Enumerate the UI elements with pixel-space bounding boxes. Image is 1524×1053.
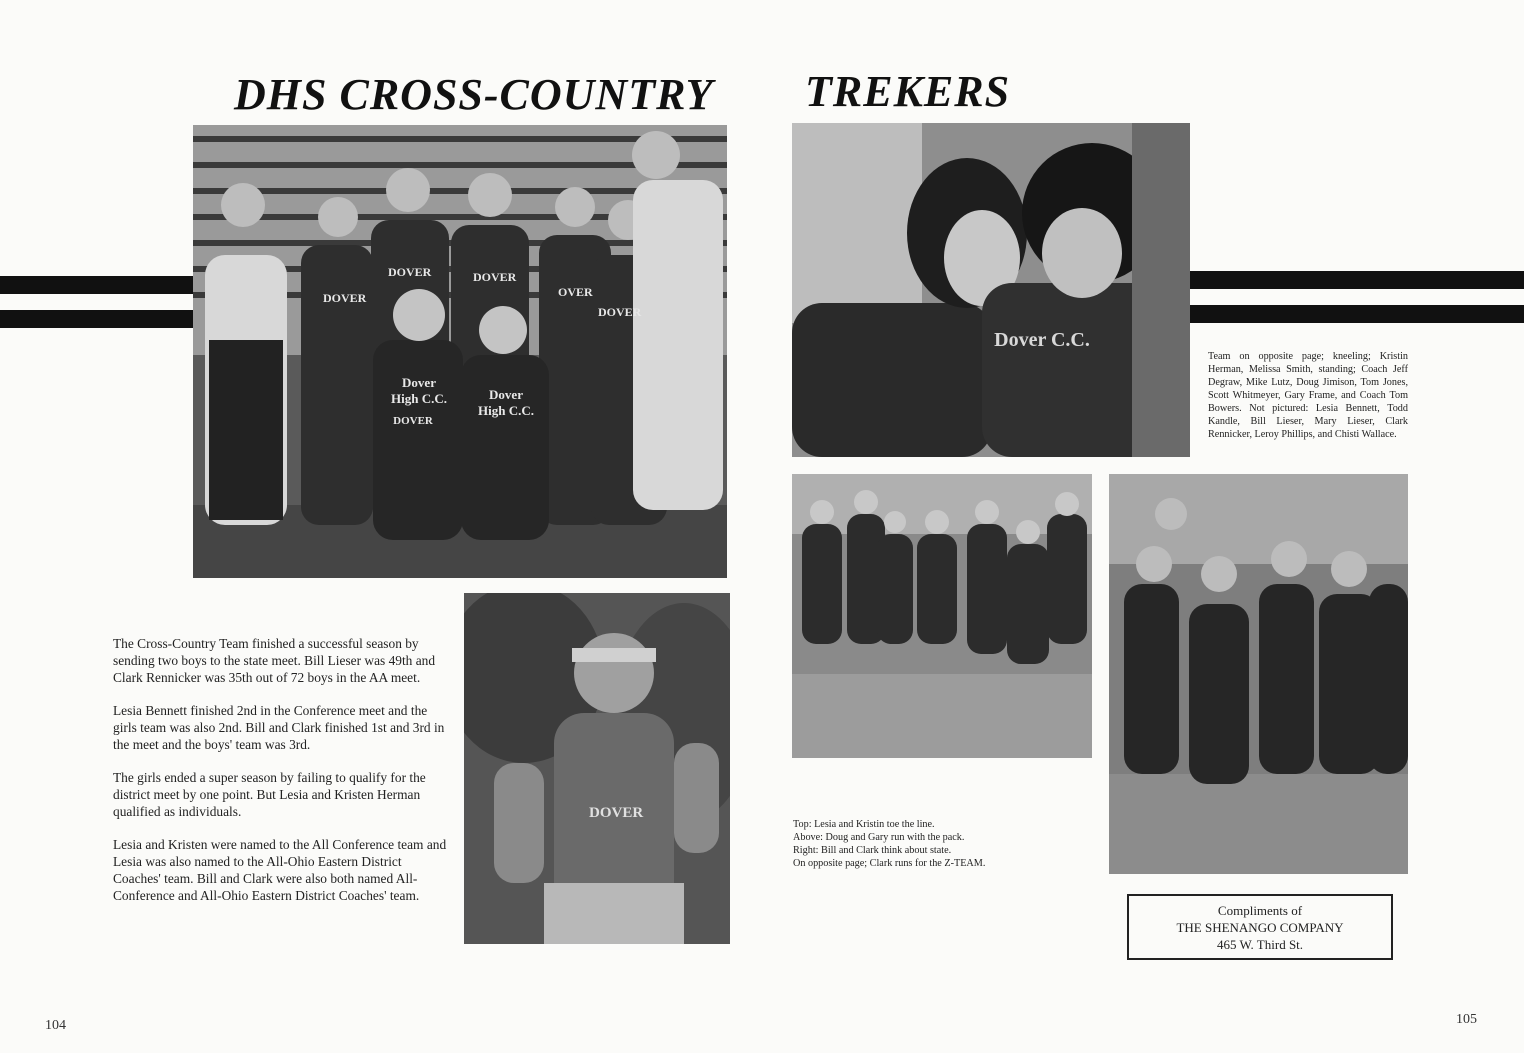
story-paragraph-4: Lesia and Kristen were named to the All Conference team and Lesia was also named to the All-Ohio Eastern District Coaches' team. Bill and Clark were also both named All-Conference and All-Ohio Eastern District Coaches' team. xyxy=(113,837,447,903)
story-paragraph-3: The girls ended a super season by failing to qualify for the district meet by one point. But Lesia and Kristen Herman qualified as individuals. xyxy=(113,770,426,819)
team-jersey-text-6: DOVER xyxy=(393,415,433,427)
runner-photo xyxy=(464,593,730,944)
caption-above: Above: Doug and Gary run with the pack. xyxy=(793,832,965,843)
left-stripe-bottom xyxy=(0,310,194,328)
heading-right: TREKERS xyxy=(805,67,1011,116)
team-jersey-text-3: DOVER xyxy=(473,270,517,284)
girls-shirt-text: Dover C.C. xyxy=(994,329,1090,351)
page-number-right: 105 xyxy=(1456,1012,1477,1027)
page-number-left: 104 xyxy=(45,1018,66,1033)
team-photo xyxy=(193,125,727,578)
heading-left: DHS CROSS-COUNTRY xyxy=(234,70,714,119)
caption-right: Right: Bill and Clark think about state. xyxy=(793,845,952,856)
boys-start-photo xyxy=(1109,474,1408,874)
caption-opposite: On opposite page; Clark runs for the Z-TEAM. xyxy=(793,858,986,869)
ad-line-3: 465 W. Third St. xyxy=(1216,937,1304,952)
story-paragraph-2: Lesia Bennett finished 2nd in the Conference meet and the girls team was also 2nd. Bill and Clark finished 1st and 3rd in the meet and the boys' team was 3rd. xyxy=(113,703,445,752)
runner-jersey-text: DOVER xyxy=(589,805,644,821)
pack-run-photo xyxy=(792,474,1092,758)
caption-top: Top: Lesia and Kristin toe the line. xyxy=(793,819,935,830)
left-stripe-top xyxy=(0,276,194,294)
team-caption: Team on opposite page; kneeling; Kristin Herman, Melissa Smith, standing; Coach Jeff Degraw, Mike Lutz, Doug Jimison, Tom Jones, Scott Whitmeyer, Gary Frame, and Coach Tom Bowers. Not pictured: Lesia Bennett, Todd Kandle, Bill Lieser, Mary Lieser, Clark Rennicker, Leroy Phillips, and Chisti Wallace. xyxy=(1208,351,1408,440)
story-paragraph-1: The Cross-Country Team finished a successful season by sending two boys to the state meet. Bill Lieser was 49th and Clark Rennicker was 35th out of 72 boys in the AA meet. xyxy=(113,636,436,685)
team-jersey-text-1: DOVER xyxy=(323,291,367,305)
right-stripe-bottom xyxy=(1190,305,1524,323)
story-text xyxy=(113,635,447,920)
team-jersey-text-5: DOVER xyxy=(598,305,642,319)
kneel-shirt-text-1: Dover High C.C. xyxy=(391,375,447,406)
ad-line-1: Compliments of xyxy=(1217,903,1303,918)
team-jersey-text-2: DOVER xyxy=(388,265,432,279)
photo-captions xyxy=(793,818,1093,870)
ad-line-2: THE SHENANGO COMPANY xyxy=(1176,920,1344,935)
right-stripe-top xyxy=(1190,271,1524,289)
girls-start-photo xyxy=(792,123,1190,457)
kneel-shirt-text-2: Dover High C.C. xyxy=(478,387,534,418)
sponsor-ad xyxy=(1127,894,1393,960)
team-jersey-text-4: OVER xyxy=(558,285,593,299)
